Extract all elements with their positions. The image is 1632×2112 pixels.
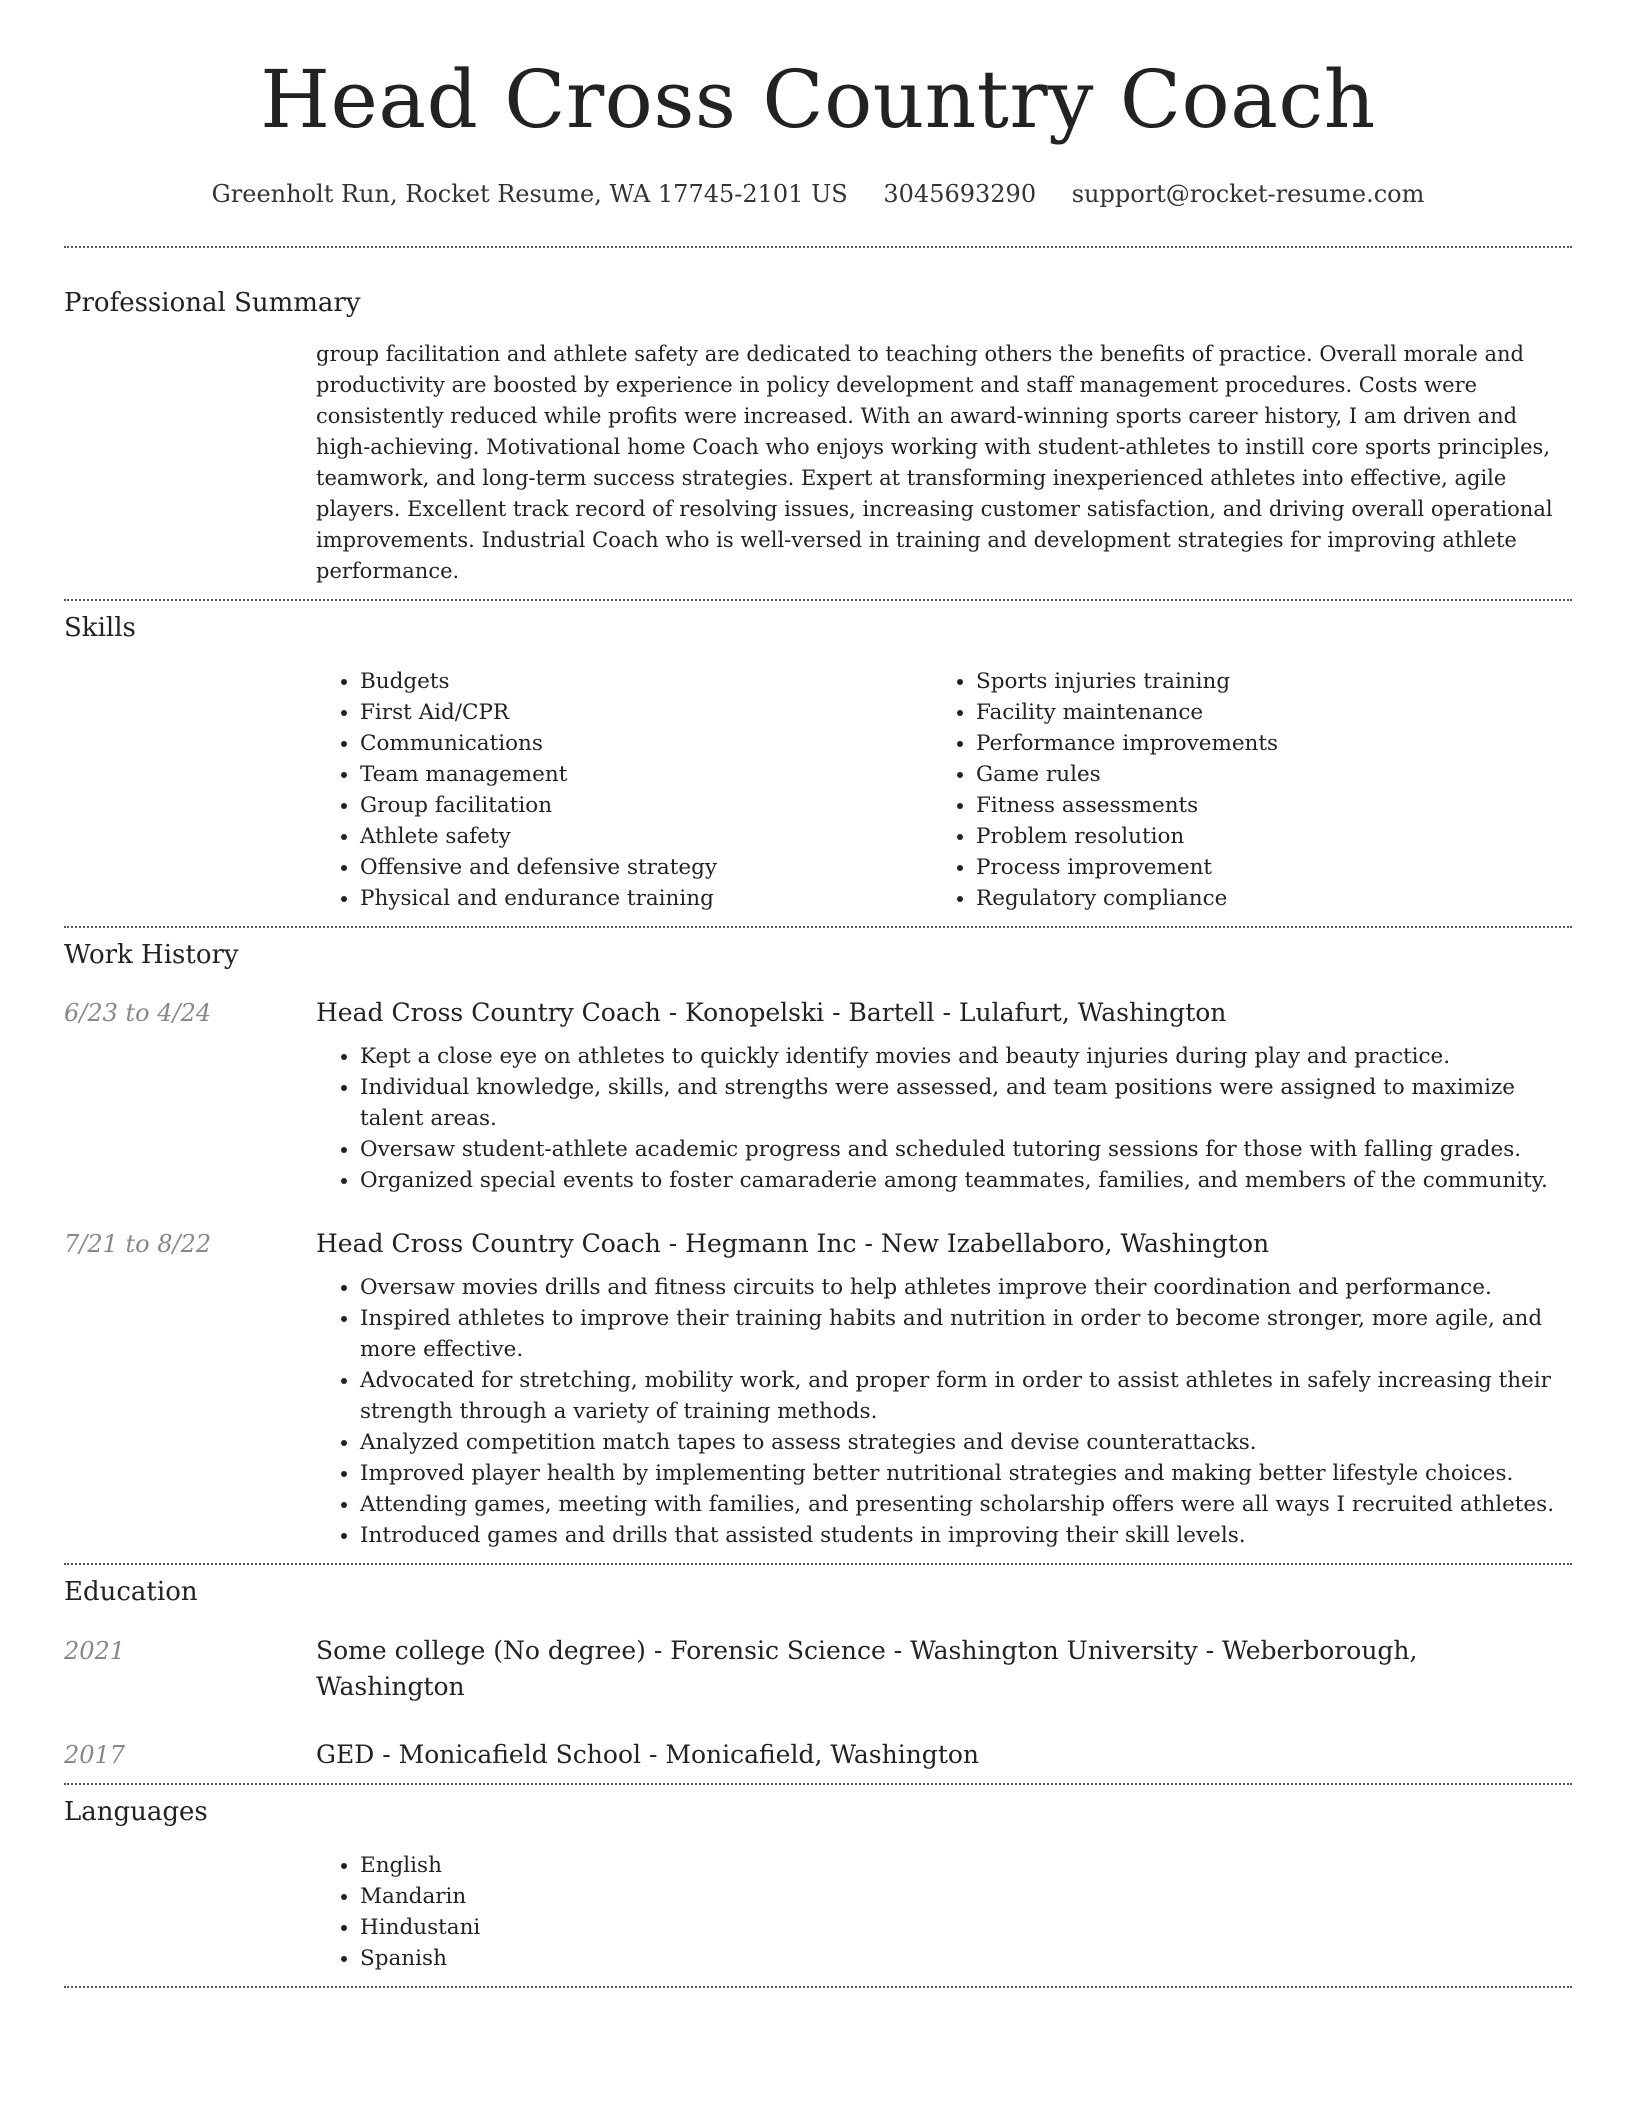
- job-entry: [64, 995, 1572, 1196]
- skills-columns: [316, 666, 1572, 914]
- job-bullet: • Individual knowledge, skills, and strengths were assessed, and team positions were assigned to maximize talent areas.: [360, 1072, 1572, 1134]
- language-item: • Spanish: [360, 1943, 1572, 1974]
- education-date: 2017: [64, 1740, 126, 1769]
- skills-section: [64, 613, 1572, 914]
- skill-item: • Communications: [360, 728, 932, 759]
- job-title: Head Cross Country Coach - Konopelski - Bartell - Lulafurt, Washington: [316, 998, 1227, 1028]
- education-body: [316, 1737, 1572, 1773]
- skill-item: • Team management: [360, 759, 932, 790]
- job-bullet: • Attending games, meeting with families, and presenting scholarship offers were all ways I recruited athletes.: [360, 1489, 1572, 1520]
- divider: [64, 926, 1572, 928]
- summary-heading: Professional Summary: [64, 287, 361, 318]
- job-title: Head Cross Country Coach - Hegmann Inc - New Izabellaboro, Washington: [316, 1229, 1270, 1259]
- contact-email: support@rocket-resume.com: [1071, 180, 1425, 208]
- job-bullet: • Analyzed competition match tapes to assess strategies and devise counterattacks.: [360, 1427, 1572, 1458]
- skill-item: • Regulatory compliance: [976, 883, 1548, 914]
- work-section: [64, 940, 1572, 1551]
- divider: [64, 1783, 1572, 1785]
- skill-item: • Facility maintenance: [976, 697, 1548, 728]
- candidate-name: Head Cross Country Coach: [260, 53, 1376, 146]
- job-bullet: • Organized special events to foster camaraderie among teammates, families, and members of the community.: [360, 1165, 1572, 1196]
- skill-item: • Fitness assessments: [976, 790, 1548, 821]
- resume-content: [64, 0, 1572, 1988]
- education-entry: [64, 1633, 1572, 1705]
- education-body: [316, 1633, 1572, 1705]
- languages-list: [316, 1850, 1572, 1974]
- job-body: [316, 1226, 1572, 1551]
- skill-item: • Process improvement: [976, 852, 1548, 883]
- summary-text: group facilitation and athlete safety are dedicated to teaching others the benefits of practice. Overall morale and productivity are boosted by experience in policy development and staff management procedures. Costs were consistently reduced while profits were increased. With an award-winning sports career history, I am driven and high-achieving. Motivational home Coach who enjoys working with student-athletes to instill core sports principles, teamwork, and long-term success strategies. Expert at transforming inexperienced athletes into effective, agile players. Excellent track record of resolving issues, increasing customer satisfaction, and driving overall operational improvements. Industrial Coach who is well-versed in training and development strategies for improving athlete performance.: [316, 341, 1553, 583]
- job-bullets: [316, 1041, 1572, 1196]
- job-bullet: • Improved player health by implementing better nutritional strategies and making better lifestyle choices.: [360, 1458, 1572, 1489]
- languages-section: [64, 1797, 1572, 1974]
- contact-line: [64, 180, 1572, 209]
- divider: [64, 1563, 1572, 1565]
- contact-address: Greenholt Run, Rocket Resume, WA 17745-2101 US: [211, 180, 848, 208]
- languages-list-wrap: [316, 1850, 1572, 1974]
- skill-item: • Athlete safety: [360, 821, 932, 852]
- skill-item: • Problem resolution: [976, 821, 1548, 852]
- education-section: [64, 1577, 1572, 1772]
- contact-phone: 3045693290: [883, 180, 1037, 208]
- skill-item: • Game rules: [976, 759, 1548, 790]
- job-bullet: • Introduced games and drills that assisted students in improving their skill levels.: [360, 1520, 1572, 1551]
- divider: [64, 599, 1572, 601]
- language-item: • Mandarin: [360, 1881, 1572, 1912]
- skills-list-left: [316, 666, 932, 914]
- skill-item: • Performance improvements: [976, 728, 1548, 759]
- job-bullet: • Inspired athletes to improve their training habits and nutrition in order to become stronger, more agile, and more effective.: [360, 1303, 1572, 1365]
- education-heading: Education: [64, 1577, 198, 1608]
- job-bullet: • Kept a close eye on athletes to quickly identify movies and beauty injuries during play and practice.: [360, 1041, 1572, 1072]
- education-title: Some college (No degree) - Forensic Science - Washington University - Weberborough, Washington: [316, 1635, 1418, 1701]
- education-title: GED - Monicafield School - Monicafield, Washington: [316, 1739, 980, 1769]
- job-bullet: • Oversaw student-athlete academic progress and scheduled tutoring sessions for those with falling grades.: [360, 1134, 1572, 1165]
- skill-item: • Budgets: [360, 666, 932, 697]
- divider: [64, 1986, 1572, 1988]
- job-date: 6/23 to 4/24: [64, 999, 212, 1028]
- skill-item: • Physical and endurance training: [360, 883, 932, 914]
- language-item: • Hindustani: [360, 1912, 1572, 1943]
- skill-item: • Sports injuries training: [976, 666, 1548, 697]
- skills-heading: Skills: [64, 612, 136, 643]
- summary-section: [64, 288, 1572, 587]
- skill-item: • Offensive and defensive strategy: [360, 852, 932, 883]
- skill-item: • Group facilitation: [360, 790, 932, 821]
- job-bullet: • Oversaw movies drills and fitness circuits to help athletes improve their coordination and performance.: [360, 1272, 1572, 1303]
- education-date: 2021: [64, 1636, 126, 1665]
- job-date: 7/21 to 8/22: [64, 1230, 212, 1259]
- job-body: [316, 995, 1572, 1196]
- languages-heading: Languages: [64, 1796, 208, 1827]
- work-heading: Work History: [64, 940, 239, 971]
- divider: [64, 246, 1572, 248]
- job-bullets: [316, 1272, 1572, 1551]
- education-entry: [64, 1737, 1572, 1773]
- job-entry: [64, 1226, 1572, 1551]
- skill-item: • First Aid/CPR: [360, 697, 932, 728]
- skills-list-right: [932, 666, 1548, 914]
- language-item: • English: [360, 1850, 1572, 1881]
- job-bullet: • Advocated for stretching, mobility work, and proper form in order to assist athletes in safely increasing their strength through a variety of training methods.: [360, 1365, 1572, 1427]
